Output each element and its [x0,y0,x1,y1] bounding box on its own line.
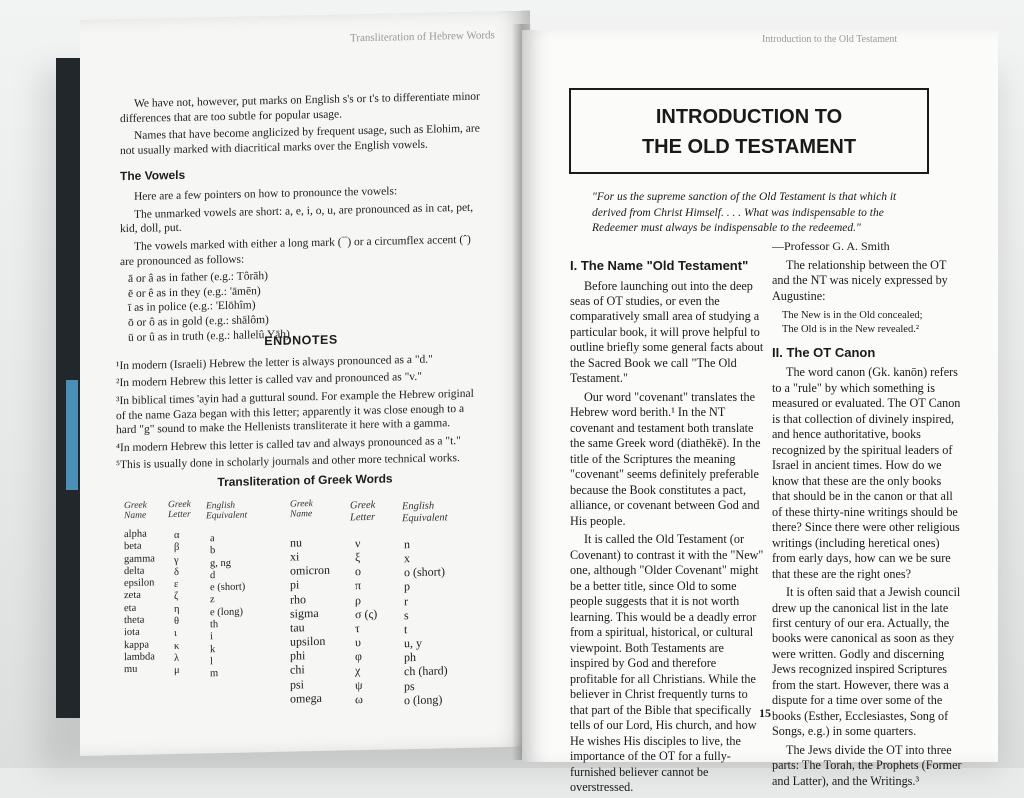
english-equiv-cell: th [210,619,219,631]
english-equiv-cell: s [404,607,409,622]
greek-name-cell: delta [124,565,145,577]
greek-letter-cell: α [174,529,180,542]
english-equiv-cell: u, y [404,635,422,651]
english-equiv-cell: p [404,579,410,594]
greek-letter-cell: τ [355,621,360,636]
english-equiv-cell: m [210,668,219,680]
greek-letter-cell: μ [174,665,180,677]
english-equiv-cell: l [210,656,213,668]
endnotes-section [116,329,486,476]
vowel-row: ū or û as in truth (e.g.: hallelû Yāh) [128,328,290,344]
col-header-letter-left [168,499,202,521]
chapter-title-line1: INTRODUCTION TO [655,106,843,128]
english-equiv-cell: r [404,593,408,608]
col-header-text: Greek Letter [168,499,191,521]
poem-line: The Old is in the New revealed.² [782,324,919,336]
greek-name-cell: eta [124,602,137,614]
english-equiv-cell: b [210,545,216,557]
vowels-marked: The vowels marked with either a long mark (¯) or a circumflex accent (ˆ) are pronounced as follows: [120,233,471,268]
english-equiv-cell: o (long) [404,692,443,707]
vowels-heading: The Vowels [120,167,186,184]
greek-letters-right [355,536,377,706]
col-header-text: Greek Letter [350,499,376,523]
greek-name-cell: omicron [290,563,330,578]
greek-letter-cell: δ [174,566,179,578]
english-equiv-cell: ps [404,678,415,693]
intro-text: We have not, however, put marks on English s's or t's to differentiate minor differences that are too subtle for popular usage. [120,90,480,125]
augustine-poem [782,309,962,336]
col-header-text: Greek Name [290,499,313,521]
paragraph: It is called the Old Testament (or Covenant) to contrast it with the "New" one, although "Older Covenant" might be a better title, since Old to some people suggests that it is not worth learning. This would be a deadly error from a spiritual, historical, or cultural viewpoint. Both Testaments are inspired by God and therefore profitable for all Christians. While the believer in Christ frequently turns to that part of the Bible that specifically tells of our Lord, His church, and how He wishes His disciples to live, the importance of the OT for a fully-furnished believer cannot be overstressed. [570,532,764,794]
greek-table-title: Transliteration of Greek Words [217,471,393,490]
paragraph: The word canon (Gk. kanōn) refers to a "rule" by which something is measured or evaluated. The OT Canon is that collection of divinely inspired, and hence authoritative, books recognized by the spiritual leaders of Israel in ancient times. How do we know that these are the only books that should be in the canon or that all of these thirty-nine writings should be there? Since there were other religious writings (including heretical ones) from early days, how can we be sure that these are the right ones? [772,365,961,581]
poem-line: The New is in the Old concealed; [782,310,923,322]
english-equiv-cell: a [210,533,215,545]
chapter-title-box [569,88,929,174]
greek-letter-cell: χ [355,663,361,678]
english-equiv-cell: d [210,570,216,582]
english-equiv-cell: t [404,622,408,637]
english-equiv-cell: e (short) [210,581,246,594]
greek-names-left [124,528,155,676]
col-header-text: English Equivalent [402,500,448,524]
endnotes-title: ENDNOTES [264,332,338,349]
greek-letter-cell: ξ [355,550,361,565]
english-equiv-cell: ph [404,650,416,665]
vowel-row: ē or ê as in they (e.g.: 'āmēn) [128,285,261,300]
greek-letter-cell: γ [174,554,179,566]
paragraph: It is often said that a Jewish council drew up the canonical list in the late first century of our era. Actually, the books were canonical as soon as they were written. Godly and discerning Jews recognized inspired Scriptures from the start. However, there was a dispute for a time over some of the books (Esther, Ecclesiastes, Song of Songs, e.g.) in some quarters. [772,585,961,739]
greek-name-cell: kappa [124,639,150,651]
greek-name-cell: tau [290,620,305,635]
greek-name-cell: pi [290,577,300,593]
greek-name-cell: psi [290,676,305,692]
greek-letter-cell: ν [355,536,361,551]
cover-blue-stripe [66,380,78,490]
english-equiv-cell: z [210,594,215,606]
greek-letter-cell: θ [174,615,180,627]
intro-block [120,90,480,162]
greek-name-cell: gamma [124,552,155,565]
vowel-row: ō or ô as in gold (e.g.: shālôm) [128,314,269,329]
vowels-intro: Here are a few pointers on how to pronounce the vowels: [134,185,398,204]
english-equiv-cell: o (short) [404,564,445,580]
endnote: ³In biblical times 'ayin had a guttural sound. For example the Hebrew original of the name Gaza began with this letter; apparently it was close enough to a hard "g" sound to make the Hellenists transliterate it here with a gamma. [116,387,474,437]
greek-letter-cell: λ [174,652,180,664]
paragraph: The Jews divide the OT into three parts: The Torah, the Prophets (Former and Latter), and the Writings.³ [772,742,962,788]
greek-name-cell: mu [124,663,138,676]
english-equiv-cell: n [404,537,410,552]
paragraph: The relationship between the OT and the NT was nicely expressed by Augustine: [772,258,948,303]
greek-name-cell: rho [290,591,306,607]
right-page [522,30,998,794]
greek-name-cell: epsilon [124,577,155,590]
greek-name-cell: phi [290,648,306,663]
greek-letter-cell: ο [355,564,361,579]
greek-name-cell: nu [290,535,302,550]
page-number: 15 [759,706,771,720]
col-header-text: English Equivalent [206,500,248,522]
greek-name-cell: xi [290,549,300,564]
greek-names-right [290,535,330,706]
english-equiv-left [210,533,245,681]
greek-letter-cell: κ [174,640,180,652]
epigraph-author: —Professor G. A. Smith [772,239,890,253]
chapter-title-line2: THE OLD TESTAMENT [641,136,857,158]
greek-name-cell: omega [290,690,322,706]
greek-letter-cell: ρ [355,592,361,607]
left-running-head: Transliteration of Hebrew Words [350,29,495,45]
paragraph: Our word "covenant" translates the Hebrew word berith.¹ In the NT covenant and testament both translate the same Greek word (diathēkē). In the title of the Scriptures the meaning "covenant" seems definitely preferable because the Book constitutes a pact, alliance, or covenant between God and His people. [570,389,761,528]
greek-letter-cell: σ (ς) [355,606,378,622]
endnote: ⁴In modern Hebrew this letter is called tav and always pronounced as a "t." [116,434,461,455]
greek-letter-cell: υ [355,635,361,650]
vowel-row: ī as in police (e.g.: 'Elōhîm) [128,299,256,315]
greek-name-cell: lambda [124,651,155,663]
english-equiv-cell: i [210,631,213,643]
greek-name-cell: alpha [124,528,147,541]
col-header-name-left [124,500,164,522]
english-equiv-cell: e (long) [210,606,243,618]
greek-letter-cell: ζ [174,591,179,603]
greek-name-cell: beta [124,540,142,553]
english-equiv-right [404,536,448,707]
greek-name-cell: iota [124,626,140,639]
vowels-unmarked: The unmarked vowels are short: a, e, i, o, u, are pronounced as in cat, pet, kid, doll, put. [120,201,474,236]
column-right [772,258,962,792]
greek-letters-left [174,530,180,677]
greek-letter-cell: π [355,578,362,593]
english-equiv-cell: x [404,551,410,566]
greek-name-cell: chi [290,662,305,678]
endnote: ²In modern Hebrew this letter is called vav and pronounced as "v." [116,371,422,390]
vowel-row: ā or â as in father (e.g.: Tôrāh) [128,270,268,286]
col-header-text: Greek Name [124,500,147,522]
greek-letter-cell: ω [355,691,363,706]
greek-name-cell: upsilon [290,633,326,649]
english-equiv-cell: ch (hard) [404,663,448,679]
english-equiv-cell: k [210,643,216,655]
english-equiv-cell: g, ng [210,557,231,569]
greek-letter-cell: φ [355,649,362,664]
greek-name-cell: sigma [290,605,319,621]
greek-letter-cell: η [174,603,180,615]
greek-letter-cell: ψ [355,677,363,692]
greek-name-cell: theta [124,614,145,627]
col-header-name-right [290,499,330,521]
paragraph: Before launching out into the deep seas of OT studies, or even the comparatively small area of studying a particular book, it will prove helpful to outline briefly some general facts about the Sacred Book we call "The Old Testament." [570,278,764,386]
greek-letter-cell: ι [174,628,177,640]
section-heading: II. The OT Canon [772,344,876,360]
col-header-letter-right [350,500,390,524]
section-heading: I. The Name "Old Testament" [570,258,749,273]
vowels-section [120,162,480,346]
col-header-english-left [206,500,258,522]
intro-text-2: Names that have become anglicized by frequent usage, such as Elohim, are not usually marked with diacritical marks over the English vowels. [120,122,480,157]
greek-name-cell: zeta [124,590,141,602]
epigraph-quote: "For us the supreme sanction of the Old Testament is that which it derived from Christ Himself. . . . What was indispensable to the Redeemer must always be indispensable to the redeemed." [592,191,897,235]
endnote: ¹In modern (Israeli) Hebrew the letter is always pronounced as a "d." [116,353,433,373]
endnote: ⁵This is usually done in scholarly journals and other more technical works. [116,452,460,472]
column-left [570,258,766,798]
greek-letter-cell: ε [174,579,179,591]
left-page [80,11,530,756]
col-header-english-right [402,500,462,524]
right-running-head: Introduction to the Old Testament [762,34,898,45]
greek-letter-cell: β [174,542,180,554]
